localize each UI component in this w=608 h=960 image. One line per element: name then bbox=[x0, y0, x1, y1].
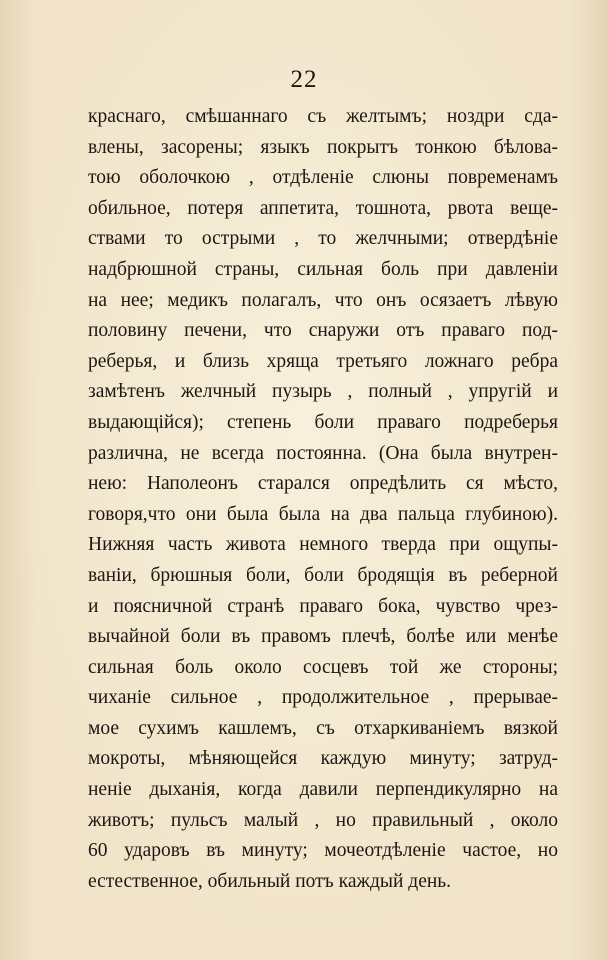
text-line: половину печени, что снаружи отъ праваго под- bbox=[88, 320, 558, 342]
text-line: неніе дыханія, когда давили перпендикулярно на bbox=[88, 779, 558, 801]
text-line: чиханіе сильное , продолжительное , прерывае- bbox=[88, 687, 558, 709]
text-line: нею: Наполеонъ старался опредѣлить ся мѣсто, bbox=[88, 473, 558, 495]
text-line: ствами то острыми , то желчными; отвердѣніе bbox=[88, 228, 558, 250]
text-line: 60 ударовъ въ минуту; мочеотдѣленіе частое, но bbox=[88, 840, 558, 862]
text-line: различна, не всегда постоянна. (Она была внутрен- bbox=[88, 442, 558, 464]
text-line: естественное, обильный потъ каждый день. bbox=[88, 870, 452, 892]
page-number: 22 bbox=[290, 66, 318, 93]
text-line: обильное, потеря аппетита, тошнота, рвота веще- bbox=[88, 197, 558, 219]
text-line: мокроты, мѣняющейся каждую минуту; затруд- bbox=[88, 748, 558, 770]
text-line: мое сухимъ кашлемъ, съ отхаркиваніемъ вязкой bbox=[88, 717, 558, 739]
text-line: Нижняя часть живота немного тверда при ощупы- bbox=[88, 534, 558, 556]
text-line: на нее; медикъ полагалъ, что онъ осязаетъ лѣвую bbox=[88, 289, 558, 311]
text-line: вычайной боли въ правомъ плечѣ, болѣе или менѣе bbox=[88, 626, 558, 648]
text-line: и поясничной странѣ праваго бока, чувство чрез- bbox=[88, 595, 558, 617]
text-line: ваніи, брюшныя боли, боли бродящія въ реберной bbox=[88, 564, 558, 586]
text-line: надбрюшной страны, сильная боль при давленіи bbox=[88, 258, 558, 280]
text-line: замѣтенъ желчный пузырь , полный , упругій и bbox=[88, 381, 558, 403]
text-line: говоря,что они была была на два пальца глубиною). bbox=[88, 503, 558, 525]
text-line: реберья, и близь хряща третьяго ложнаго ребра bbox=[88, 350, 558, 372]
text-line: сильная боль около сосцевъ той же стороны; bbox=[88, 656, 558, 678]
text-line: животъ; пульсъ малый , но правильный , около bbox=[88, 809, 558, 831]
text-line: выдающійся); степень боли праваго подреберья bbox=[88, 411, 558, 433]
text-line: краснаго, смѣшаннаго съ желтымъ; ноздри сда- bbox=[88, 106, 558, 127]
text-line: тою оболочкою , отдѣленіе слюны повременамъ bbox=[88, 167, 558, 189]
text-line: влены, засорены; языкъ покрытъ тонкою бѣлова- bbox=[88, 136, 558, 158]
body-text bbox=[88, 102, 558, 897]
